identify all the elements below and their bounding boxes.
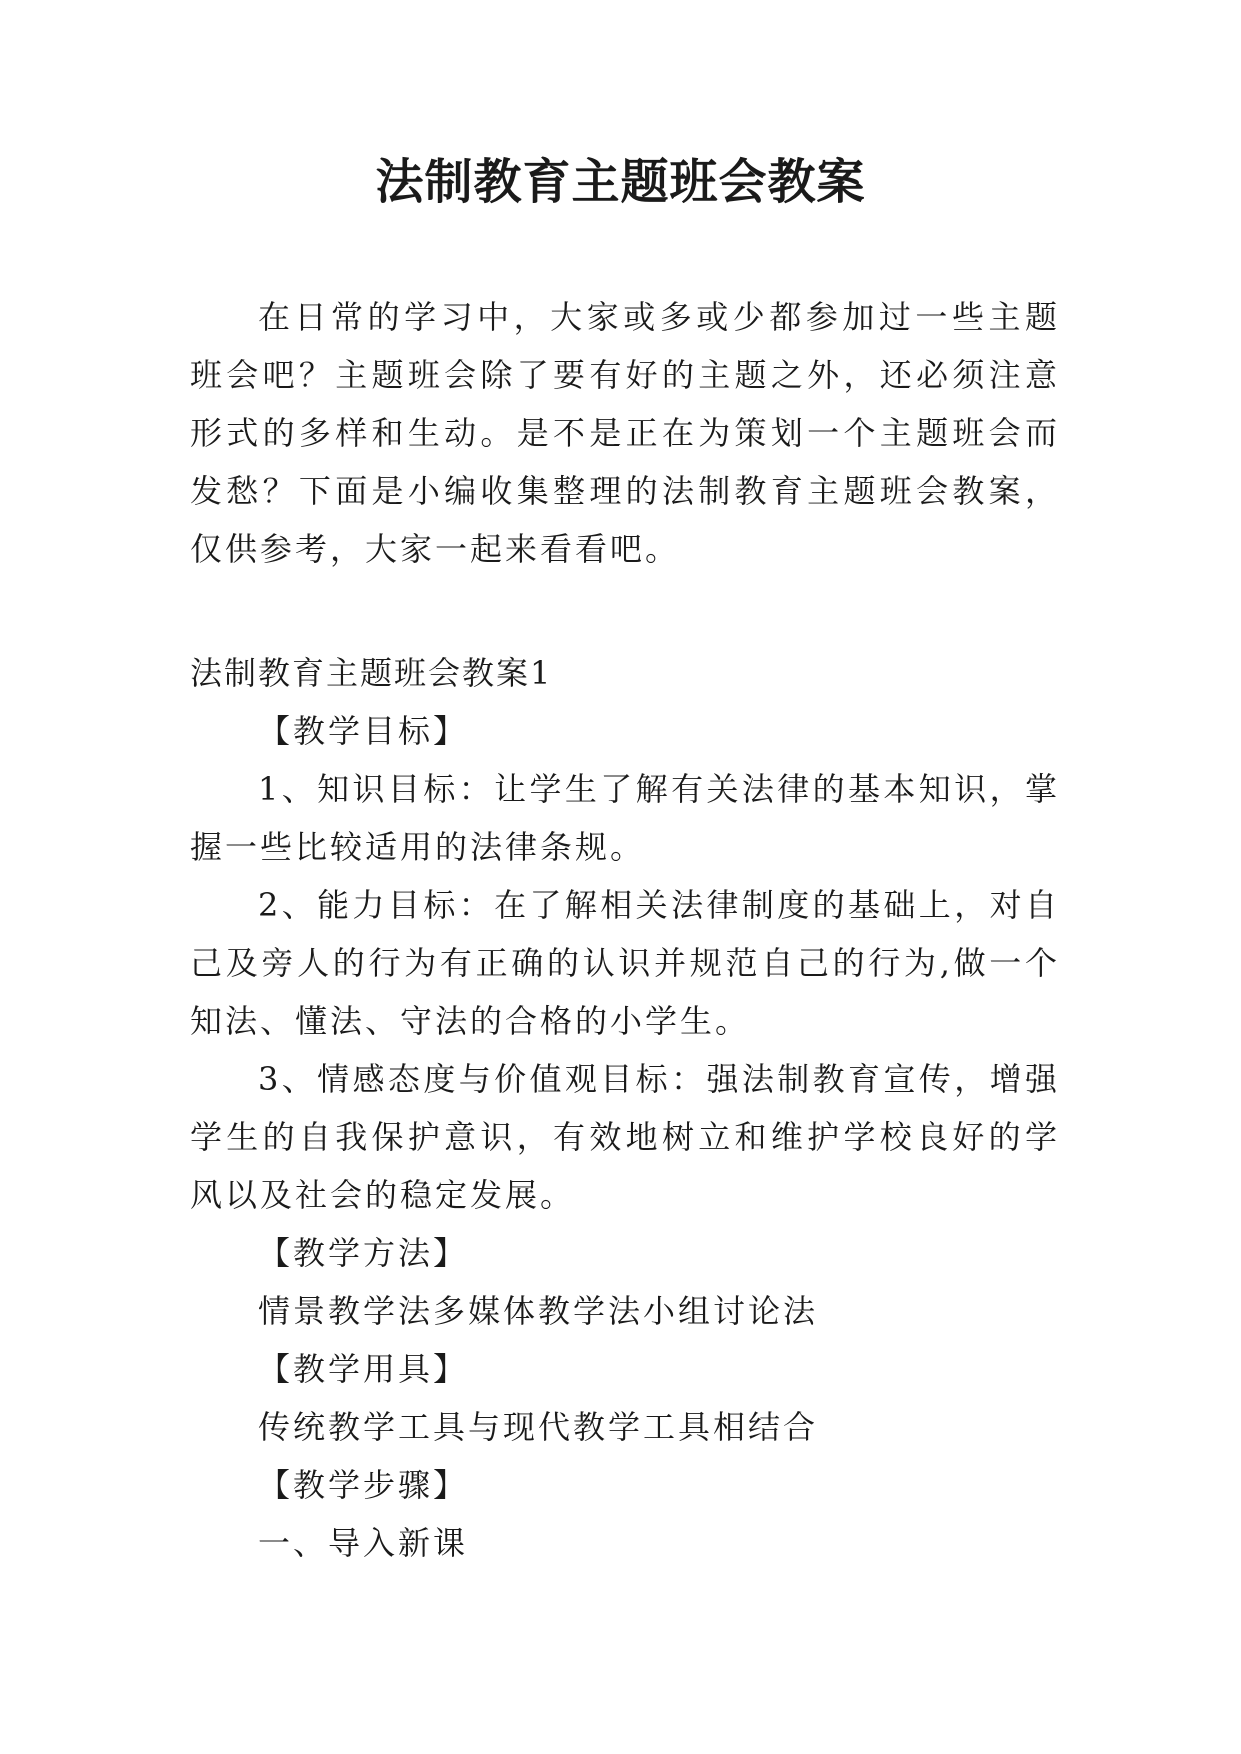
objective-knowledge: 1、知识目标：让学生了解有关法律的基本知识，掌握一些比较适用的法律条规。: [190, 770, 1060, 866]
methods-text: 情景教学法多媒体教学法小组讨论法: [258, 1292, 819, 1330]
document-title: 法制教育主题班会教案: [375, 154, 866, 210]
step-import-new-lesson: 一、导入新课: [258, 1524, 469, 1562]
heading-objectives: 【教学目标】: [258, 712, 469, 750]
section-title: 法制教育主题班会教案1: [190, 654, 553, 692]
tools-text: 传统教学工具与现代教学工具相结合: [258, 1408, 819, 1446]
objective-ability: 2、能力目标：在了解相关法律制度的基础上，对自己及旁人的行为有正确的认识并规范自己的行为,做一个知法、懂法、守法的合格的小学生。: [190, 886, 1060, 1040]
heading-methods: 【教学方法】: [258, 1234, 469, 1272]
objective-emotion: 3、情感态度与价值观目标：强法制教育宣传，增强学生的自我保护意识，有效地树立和维护学校良好的学风以及社会的稳定发展。: [190, 1060, 1060, 1214]
intro-paragraph: 在日常的学习中，大家或多或少都参加过一些主题班会吧？主题班会除了要有好的主题之外，还必须注意形式的多样和生动。是不是正在为策划一个主题班会而发愁？下面是小编收集整理的法制教育主题班会教案，仅供参考，大家一起来看看吧。: [190, 298, 1060, 568]
heading-steps: 【教学步骤】: [258, 1466, 469, 1504]
heading-tools: 【教学用具】: [258, 1350, 469, 1388]
